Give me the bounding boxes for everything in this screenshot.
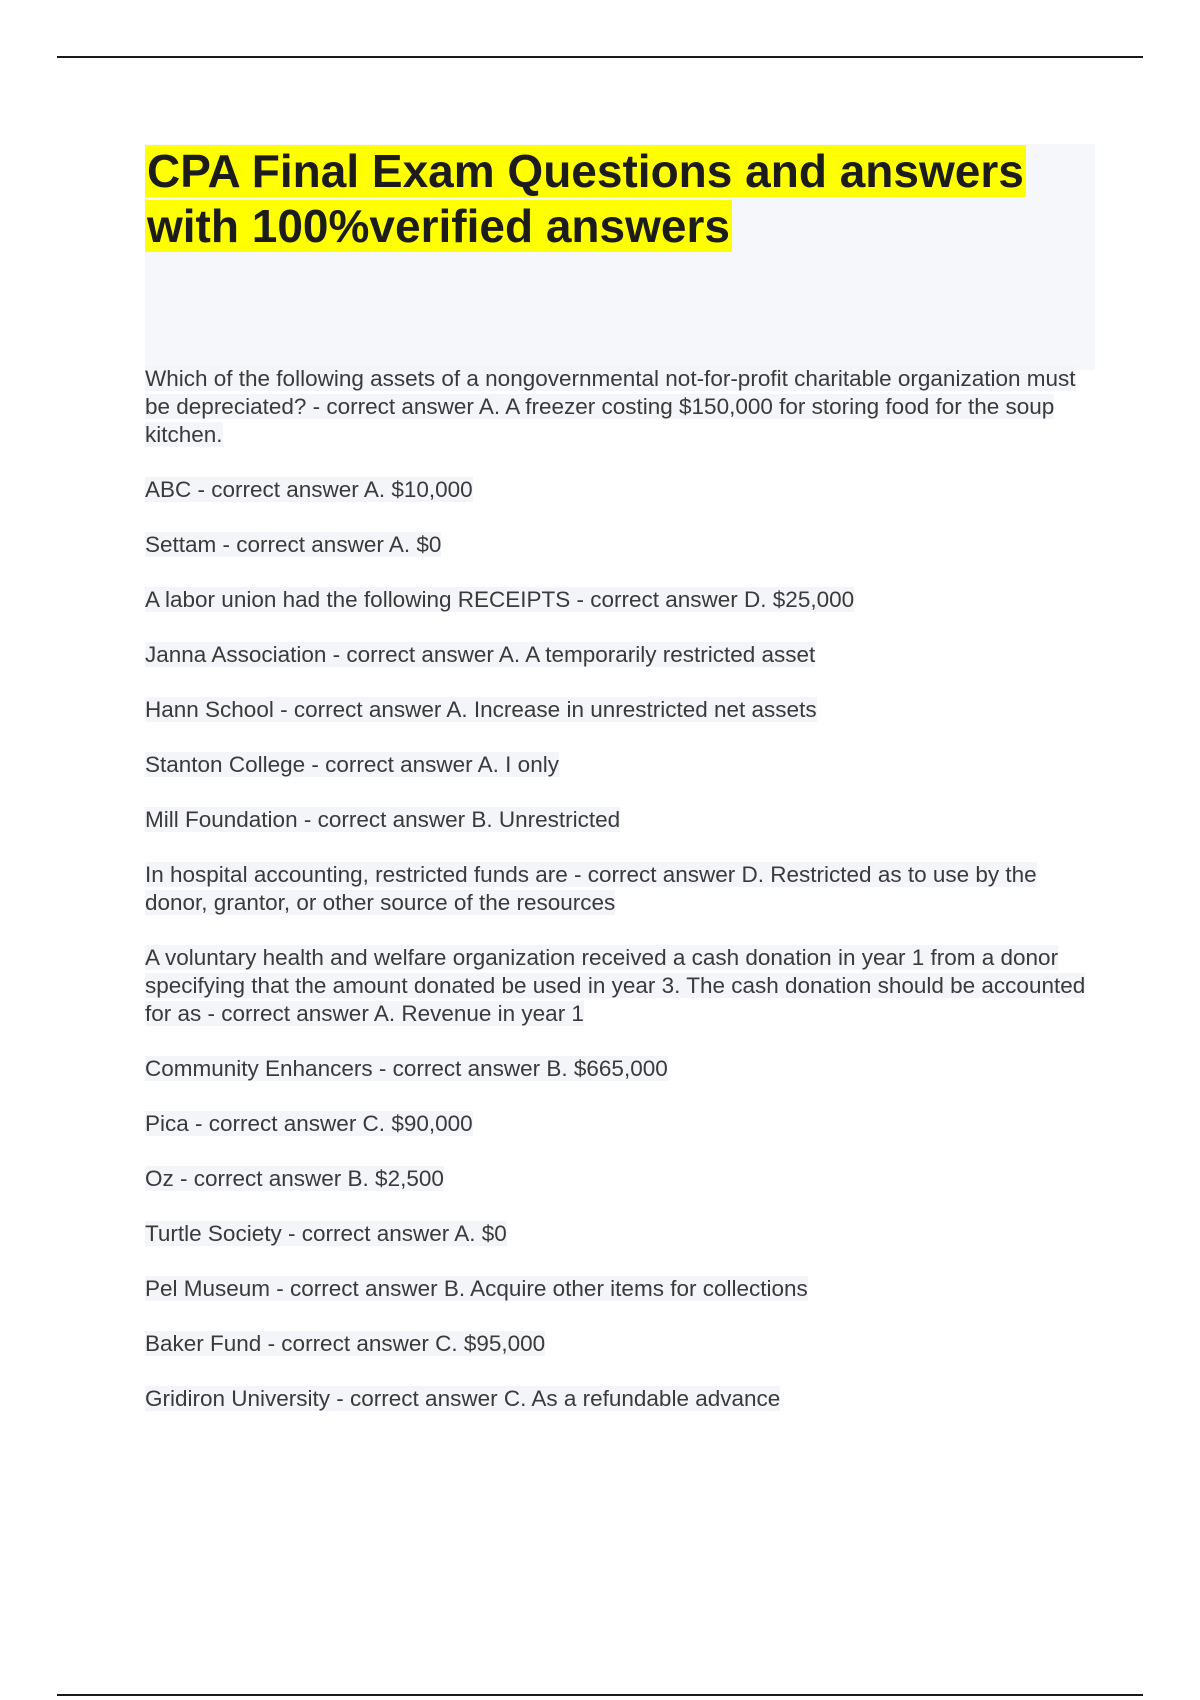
qa-item: [145, 1220, 1095, 1248]
qa-item-text: Hann School - correct answer A. Increase in unrestricted net assets: [145, 697, 817, 722]
qa-item-text: Baker Fund - correct answer C. $95,000: [145, 1331, 546, 1356]
qa-item: [145, 531, 1095, 559]
qa-item-text: A labor union had the following RECEIPTS - correct answer D. $25,000: [145, 587, 855, 612]
qa-item: [145, 586, 1095, 614]
qa-item: [145, 861, 1095, 917]
header-rule: [57, 56, 1143, 58]
qa-item: [145, 696, 1095, 724]
qa-item-text: In hospital accounting, restricted funds are - correct answer D. Restricted as to use by the donor, grantor, or other source of the resources: [145, 862, 1037, 915]
document-title-line-1: CPA Final Exam Questions and answers: [147, 145, 1024, 197]
qa-item: [145, 944, 1095, 1028]
qa-item: [145, 1055, 1095, 1083]
footer-rule: [57, 1694, 1143, 1696]
qa-item-text: Pica - correct answer C. $90,000: [145, 1111, 473, 1136]
qa-item: [145, 1385, 1095, 1413]
qa-item-text: Mill Foundation - correct answer B. Unrestricted: [145, 807, 621, 832]
qa-item-text: Community Enhancers - correct answer B. $665,000: [145, 1056, 668, 1081]
qa-item-text: Turtle Society - correct answer A. $0: [145, 1221, 507, 1246]
document-title-line-2: with 100%verified answers: [147, 200, 730, 252]
qa-item: [145, 476, 1095, 504]
qa-item: [145, 806, 1095, 834]
qa-item-text: Settam - correct answer A. $0: [145, 532, 442, 557]
qa-item: [145, 1275, 1095, 1303]
qa-item: [145, 1330, 1095, 1358]
qa-item: [145, 1110, 1095, 1138]
qa-item-text: Stanton College - correct answer A. I only: [145, 752, 559, 777]
qa-item-text: Gridiron University - correct answer C. As a refundable advance: [145, 1386, 781, 1411]
qa-item-text: Pel Museum - correct answer B. Acquire other items for collections: [145, 1276, 808, 1301]
qa-item: [145, 365, 1095, 449]
qa-item: [145, 1165, 1095, 1193]
qa-item-text: A voluntary health and welfare organization received a cash donation in year 1 from a donor specifying that the amount donated be used in year 3. The cash donation should be accounted for as - correct answer A. Revenue in year 1: [145, 945, 1086, 1026]
title-block: [145, 144, 1095, 370]
qa-list: [145, 365, 1095, 1440]
qa-item: [145, 751, 1095, 779]
document-title: [145, 144, 1095, 254]
qa-item-text: ABC - correct answer A. $10,000: [145, 477, 473, 502]
qa-item: [145, 641, 1095, 669]
qa-item-text: Oz - correct answer B. $2,500: [145, 1166, 444, 1191]
qa-item-text: Janna Association - correct answer A. A temporarily restricted asset: [145, 642, 816, 667]
qa-item-text: Which of the following assets of a nongovernmental not-for-profit charitable organization must be depreciated? - correct answer A. A freezer costing $150,000 for storing food for the soup kitchen.: [145, 366, 1076, 447]
